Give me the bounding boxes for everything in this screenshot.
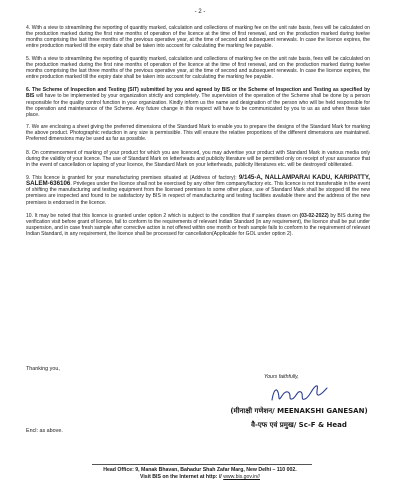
visit-line (0, 474, 400, 481)
paragraph-5: 5. With a view to streamlining the reporting of quantity marked, calculation and collections of marking fee on the unit rate basis, fees will be calculated on the production marked during the first nine months of operation of the licence at the time of first renewal, and on the production marked during twelve months comprising the last three months of the previous operative year, at the time of second and subsequent renewals. In case the licence expires, the entire production marked till the expiry date shall be taken into account for calculating the marking fee payable. (26, 55, 370, 81)
signatory-title: वै-एफ एवं प्रमुख/ Sc-F & Head (251, 421, 347, 429)
signatory-name: (मीनाक्षी गणेशन/ MEENAKSHI GANESAN) (230, 407, 368, 415)
website-link[interactable]: www.bis.gov.in// (223, 474, 260, 480)
paragraph-6-text: will have to be implemented by your organization strictly and completely. The supervision of the operation of the Scheme shall be done by a person responsible for the quality control function in your organization. Kindly inform us the name and designation of the person who will be held responsible for the operation and maintenance of the Scheme. Any future change in this respect will have to be communicated by you to us as and when these take place. (26, 93, 370, 118)
footer (0, 467, 400, 481)
handwritten-signature (264, 380, 334, 406)
signature-block (224, 374, 374, 430)
footer-divider (92, 464, 312, 465)
sample-date: (03-02-2022) (299, 212, 329, 219)
letter-body (26, 25, 370, 244)
paragraph-9-intro: 9. This licence is granted for your manufacturing premises situated at (Address of factory): (26, 174, 239, 181)
head-office-address: Head Office: 9, Manak Bhavan, Bahadur Shah Zafar Marg, New Delhi – 110 002. (103, 467, 297, 473)
paragraph-6 (26, 87, 370, 118)
enclosure-note: Encl: as above. (26, 428, 63, 434)
paragraph-10-intro: 10. It may be noted that this licence is granted under option 2 which is subject to the condition that if samples drawn on (26, 212, 300, 219)
paragraph-9-text: . Privileges under the licence shall not be exercised by any other firm company/factory etc. This licence is not transferable in the event of shifting the manufacturing and testing equipment from the licensed premises to some other place, use of Standard Mark shall be stopped till the new premises are inspected and found to be satisfactory by BIS in respect of manufacturing and testing facilities available there and the address of the new premises is endorsed in the licence. (26, 181, 370, 206)
page-number: - 2 - (194, 9, 206, 15)
visit-text: Visit BIS on the Internet at http: // (139, 474, 224, 480)
paragraph-4: 4. With a view to streamlining the reporting of quantity marked, calculation and collections of marking fee on the unit rate basis, fees will be calculated on the production marked during the first nine months of operation of the licence at the time of first renewal, and on the production marked during twelve months comprising the last three months of the previous operative year, at the time of second and subsequent renewals. In case the licence expires, the entire production marked till the expiry date shall be taken into account for calculating the marking fee payable. (26, 25, 370, 50)
paragraph-8: 8. On commencement of marking of your product for which you are licenced, you may advertise your product with Standard Mark in various media only during the validity of your licence. The use of Standard Mark on letterheads and publicity literature will be permitted only on receipt of your assurance that in the event of cancellation or lapsing of your licence, the Standard Mark on your letterheads, publicity literatures etc. will be destroyed/ obliterated. (26, 149, 370, 168)
paragraph-10 (26, 213, 370, 238)
yours-faithfully: Yours faithfully, (264, 374, 299, 380)
thanking-line: Thanking you, (26, 366, 60, 372)
paragraph-10-text: by BIS during the verification visit before grant of licence, fail to conform to the requirements of relevant Indian Standard (in any requirement), the licence shall be put under suspension, and in case fresh sample after corrective action is not offered within one month or fresh sample fails to conform to the requirement of relevant Indian Standard, in any requirement, the licence shall be processed for cancellation(Applicable for GOL under option 2). (26, 212, 370, 238)
paragraph-7: 7. We are enclosing a sheet giving the preferred dimensions of the Standard Mark to enable you to prepare the designs of the Standard Mark for marking the above product. Photographic reduction in any size is permissible. This will ensure the relative proportions of the different dimensions are maintained. Preferred dimensions may be used as far as possible. (26, 124, 370, 143)
factory-address: 9/145-A, NALLAMPARAI KADU, KARIPATTY, SALEM-636106 (26, 173, 370, 188)
paragraph-6-heading: 6. The Scheme of Inspection and Testing (SIT) submitted by you and agreed by BIS or the Scheme of Inspection and Testing as specified by BIS (26, 87, 370, 100)
paragraph-9 (26, 175, 370, 206)
